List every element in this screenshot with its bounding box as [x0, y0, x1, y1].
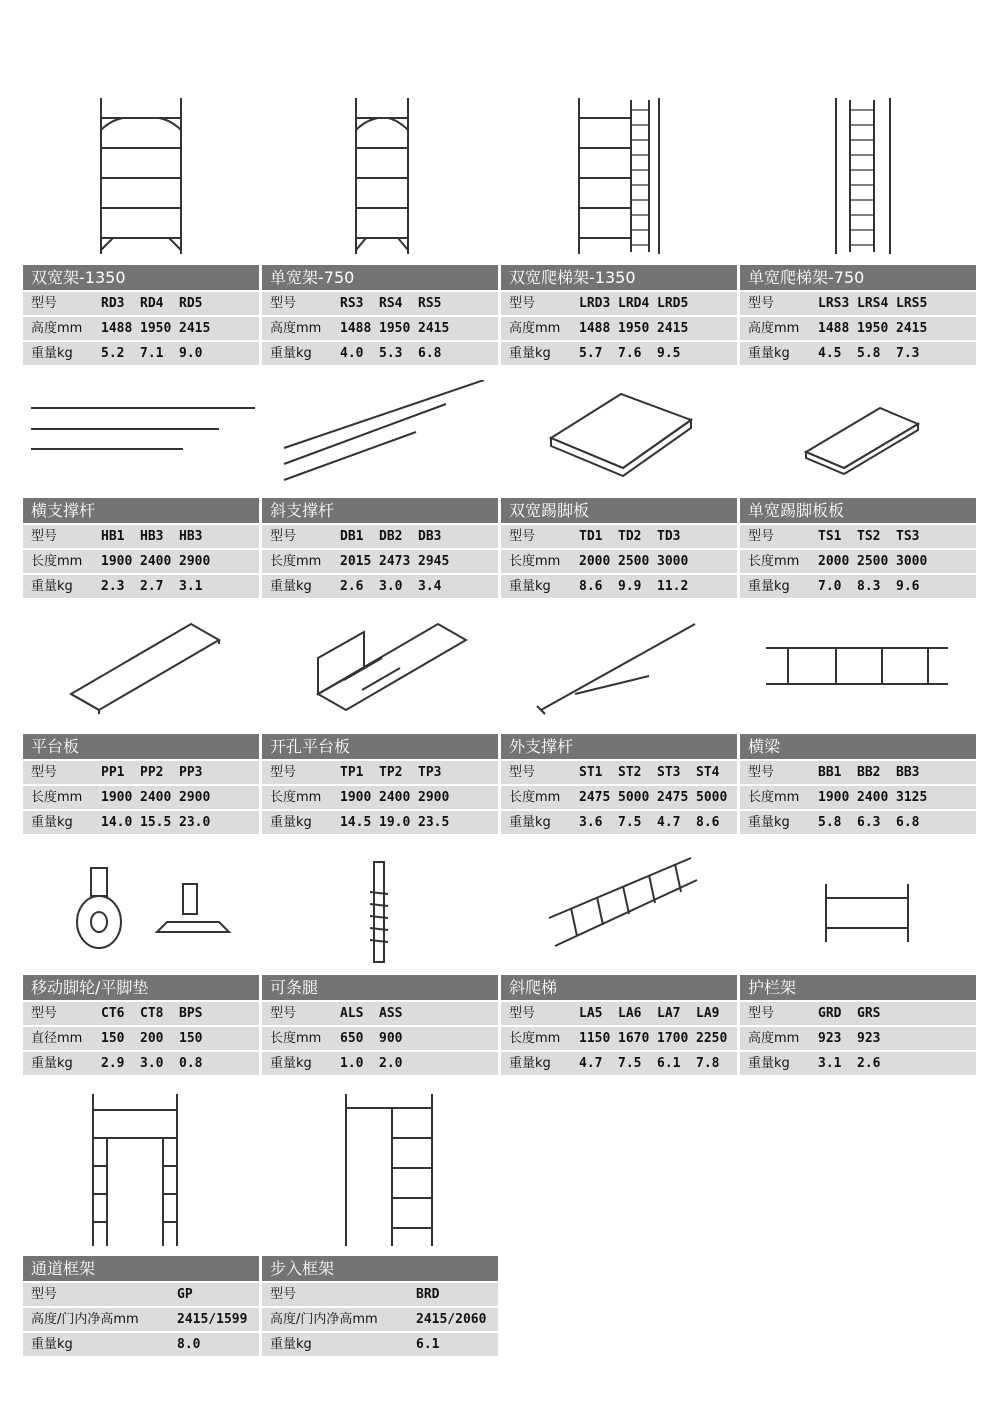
platform-board-illustration	[23, 610, 259, 734]
product-title: 平台板	[23, 734, 259, 759]
spec-row-weight: 重量kg 1.0 2.0	[262, 1052, 498, 1075]
spec-row-model: 型号 TS1 TS2 TS3	[740, 525, 976, 548]
double-ladder-frame-illustration	[501, 90, 737, 265]
spec-row-weight: 重量kg 5.2 7.1 9.0	[23, 342, 259, 365]
spec-row-model: 型号 CT6 CT8 BPS	[23, 1002, 259, 1025]
product-title: 单宽爬梯架-750	[740, 265, 976, 290]
product-title: 通道框架	[23, 1256, 259, 1281]
product-title: 横梁	[740, 734, 976, 759]
caster-baseplate-illustration	[23, 850, 259, 975]
product-title: 外支撑杆	[501, 734, 737, 759]
spec-row-weight: 重量kg 2.3 2.7 3.1	[23, 575, 259, 598]
spec-row-weight: 重量kg 7.0 8.3 9.6	[740, 575, 976, 598]
spec-row-length: 长度mm 2015 2473 2945	[262, 550, 498, 573]
double-toe-board-illustration	[501, 380, 737, 498]
spec-row-weight: 重量kg 8.6 9.9 11.2	[501, 575, 737, 598]
product-title: 单宽踢脚板板	[740, 498, 976, 523]
spec-row-length: 长度mm 650 900	[262, 1027, 498, 1050]
spec-row-model: 型号 PP1 PP2 PP3	[23, 761, 259, 784]
spec-row-weight: 重量kg 2.9 3.0 0.8	[23, 1052, 259, 1075]
spec-row-height: 高度mm 1488 1950 2415	[740, 317, 976, 340]
product-title: 横支撑杆	[23, 498, 259, 523]
spec-row-height: 高度mm 923 923	[740, 1027, 976, 1050]
horizontal-brace-illustration	[23, 380, 259, 498]
stabilizer-illustration	[501, 610, 737, 734]
passage-frame-illustration	[23, 1086, 259, 1256]
spec-row-weight: 重量kg 4.5 5.8 7.3	[740, 342, 976, 365]
spec-row-height: 高度mm 1488 1950 2415	[501, 317, 737, 340]
spec-row-length: 长度mm 2475 5000 2475 5000	[501, 786, 737, 809]
spec-row-weight: 重量kg 5.8 6.3 6.8	[740, 811, 976, 834]
diagonal-brace-illustration	[262, 380, 498, 498]
product-title: 双宽爬梯架-1350	[501, 265, 737, 290]
spec-row-weight: 重量kg 5.7 7.6 9.5	[501, 342, 737, 365]
beam-illustration	[740, 610, 976, 734]
walk-through-frame-illustration	[262, 1086, 498, 1256]
spec-row-model: 型号 HB1 HB3 HB3	[23, 525, 259, 548]
spec-row-weight: 重量kg 2.6 3.0 3.4	[262, 575, 498, 598]
spec-row-weight: 重量kg 8.0	[23, 1333, 259, 1356]
guardrail-frame-illustration	[740, 850, 976, 975]
spec-row-weight: 重量kg 3.1 2.6	[740, 1052, 976, 1075]
spec-row-weight: 重量kg 4.7 7.5 6.1 7.8	[501, 1052, 737, 1075]
spec-row-model: 型号 LA5 LA6 LA7 LA9	[501, 1002, 737, 1025]
spec-row-model: 型号 RD3 RD4 RD5	[23, 292, 259, 315]
spec-row-length: 长度mm 1900 2400 2900	[23, 550, 259, 573]
spec-row-weight: 重量kg 3.6 7.5 4.7 8.6	[501, 811, 737, 834]
spec-row-height: 高度mm 1488 1950 2415	[23, 317, 259, 340]
single-ladder-frame-illustration	[740, 90, 976, 265]
product-title: 开孔平台板	[262, 734, 498, 759]
product-title: 斜爬梯	[501, 975, 737, 1000]
spec-row-length: 长度mm 1900 2400 2900	[262, 786, 498, 809]
spec-row-model: 型号 BB1 BB2 BB3	[740, 761, 976, 784]
spec-row-model: 型号 ALS ASS	[262, 1002, 498, 1025]
spec-row-diameter: 直径mm 150 200 150	[23, 1027, 259, 1050]
spec-row-model: 型号 RS3 RS4 RS5	[262, 292, 498, 315]
product-title: 双宽架-1350	[23, 265, 259, 290]
spec-row-length: 长度mm 1900 2400 3125	[740, 786, 976, 809]
adjustable-leg-illustration	[262, 850, 498, 975]
spec-row-model: 型号 GRD GRS	[740, 1002, 976, 1025]
product-title: 移动脚轮/平脚垫	[23, 975, 259, 1000]
spec-row-model: 型号 TP1 TP2 TP3	[262, 761, 498, 784]
spec-row-model: 型号 LRD3 LRD4 LRD5	[501, 292, 737, 315]
spec-row-model: 型号 LRS3 LRS4 LRS5	[740, 292, 976, 315]
single-frame-illustration	[262, 90, 498, 265]
single-toe-board-illustration	[740, 380, 976, 498]
spec-row-length: 长度mm 1150 1670 1700 2250	[501, 1027, 737, 1050]
spec-row-weight: 重量kg 4.0 5.3 6.8	[262, 342, 498, 365]
spec-row-height: 高度mm 1488 1950 2415	[262, 317, 498, 340]
product-title: 可条腿	[262, 975, 498, 1000]
product-title: 护栏架	[740, 975, 976, 1000]
spec-row-weight: 重量kg 14.0 15.5 23.0	[23, 811, 259, 834]
spec-row-model: 型号 GP	[23, 1283, 259, 1306]
spec-row-height: 高度/门内净高mm 2415/1599	[23, 1308, 259, 1331]
hatch-platform-illustration	[262, 610, 498, 734]
product-title: 单宽架-750	[262, 265, 498, 290]
spec-row-length: 长度mm 1900 2400 2900	[23, 786, 259, 809]
product-title: 斜支撑杆	[262, 498, 498, 523]
spec-row-model: 型号 DB1 DB2 DB3	[262, 525, 498, 548]
spec-row-model: 型号 BRD	[262, 1283, 498, 1306]
double-frame-illustration	[23, 90, 259, 265]
spec-row-height: 高度/门内净高mm 2415/2060	[262, 1308, 498, 1331]
product-title: 双宽踢脚板	[501, 498, 737, 523]
spec-row-length: 长度mm 2000 2500 3000	[740, 550, 976, 573]
inclined-ladder-illustration	[501, 850, 737, 975]
spec-row-model: 型号 ST1 ST2 ST3 ST4	[501, 761, 737, 784]
spec-row-model: 型号 TD1 TD2 TD3	[501, 525, 737, 548]
spec-row-weight: 重量kg 6.1	[262, 1333, 498, 1356]
product-title: 步入框架	[262, 1256, 498, 1281]
spec-row-length: 长度mm 2000 2500 3000	[501, 550, 737, 573]
spec-row-weight: 重量kg 14.5 19.0 23.5	[262, 811, 498, 834]
